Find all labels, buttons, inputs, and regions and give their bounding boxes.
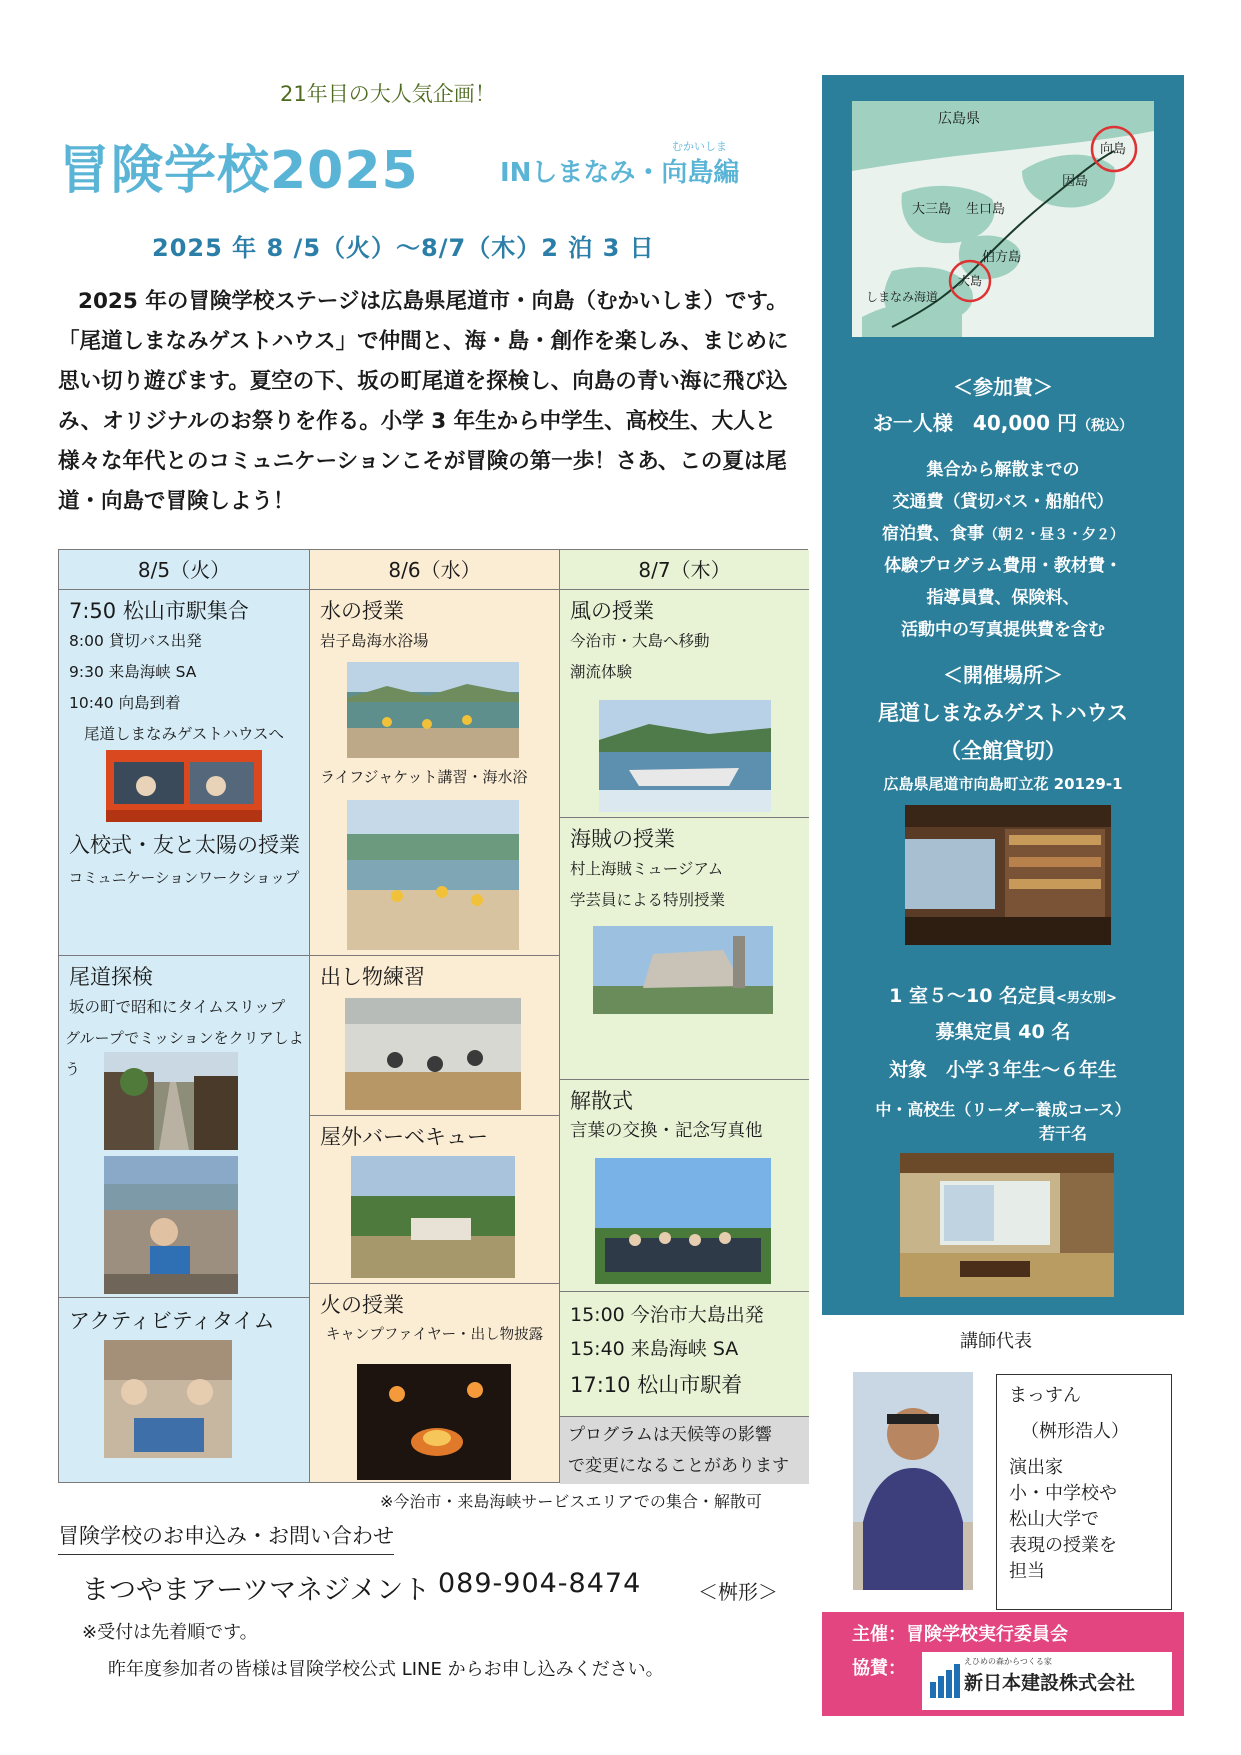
day1-item: コミュニケーションワークショップ: [68, 871, 300, 887]
day1-item: 10:40 向島到着: [69, 694, 181, 712]
contact-phone[interactable]: 089-904-8474: [438, 1568, 642, 1599]
day2-morning-cell: [310, 590, 559, 956]
sponsor-tagline: えひめの森からつくる家: [964, 1657, 1052, 1666]
target-age: 対象 小学３年生～６年生: [888, 1059, 1117, 1081]
day3-sa: 15:40 来島海峡 SA: [570, 1338, 739, 1360]
sponsor-logo: [922, 1652, 1172, 1710]
sponsor-logo-icon: [930, 1664, 960, 1698]
recruit-capacity: 募集定員 40 名: [935, 1021, 1071, 1043]
day2-bbq-cell: [310, 1116, 559, 1284]
line-note: 昨年度参加者の皆様は冒険学校公式 LINE からお申し込みください。: [108, 1659, 664, 1680]
bus-photo: [106, 750, 262, 822]
day1-item: 尾道しまなみゲストハウスへ: [83, 725, 285, 743]
boat-photo: [599, 700, 771, 812]
day1-item: 8:00 貸切バス出発: [69, 632, 202, 650]
lecturer-profile: [996, 1374, 1172, 1610]
museum-photo: [593, 926, 773, 1014]
day1-afternoon-cell: [59, 956, 309, 1298]
bbq-photo: [351, 1156, 515, 1278]
fee-heading: ＜参加費＞: [953, 375, 1053, 399]
fee-detail: 指導員費、保険料、: [926, 588, 1080, 608]
day3-item: 今治市・大島へ移動: [570, 632, 710, 650]
venue-heading: ＜開催場所＞: [943, 663, 1063, 687]
map-label: 因島: [1062, 174, 1089, 189]
day2-bbq-title: 屋外バーベキュー: [320, 1125, 488, 1149]
fee-meals: （朝２・昼３・夕２）: [984, 527, 1124, 543]
lecturer-photo: [853, 1372, 973, 1590]
day3-item: 言葉の交換・記念写真他: [570, 1121, 763, 1141]
fee-price: [822, 407, 1184, 436]
info-panel: [822, 75, 1184, 1315]
day1-explore-title: 尾道探検: [69, 965, 153, 989]
fee-tax: （税込）: [1077, 418, 1134, 434]
lecturer-desc: 表現の授業を: [1009, 1535, 1117, 1556]
map-label: 大三島: [912, 202, 952, 217]
lecturer-desc: 小・中学校や: [1009, 1483, 1117, 1504]
leader-course: 中・高校生（リーダー養成コース）: [875, 1100, 1131, 1119]
day2-water-title: 水の授業: [320, 599, 404, 623]
map-label: 生口島: [966, 202, 1006, 217]
schedule-day3: [559, 550, 809, 1482]
intro-paragraph: 2025 年の冒険学校ステージは広島県尾道市・向島（むかいしま）です。「尾道しまなみゲストハウス」で仲間と、海・島・創作を楽しみ、まじめに思い切り遊びます。夏空の下、坂の町尾道を探検し、向島の青い海に飛び込み、オリジナルのお祭りを作る。小学 3 年生から中学生、高校生、大人と様々な年代とのコミュニケーションこそが冒険の第一歩！さあ、この夏は尾道・向島で冒険しよう！: [58, 289, 789, 514]
day3-item: 潮流体験: [570, 663, 633, 681]
day2-fire-title: 火の授業: [320, 1293, 404, 1317]
slope-town-photo: [104, 1052, 238, 1150]
page-subtitle: INしまなみ・向島編: [500, 158, 740, 188]
day2-practice-cell: [310, 956, 559, 1116]
fee-detail: [822, 519, 1184, 544]
contact-organization: まつやまアーツマネジメント: [82, 1575, 431, 1606]
day3-arrive: 17:10 松山市駅着: [570, 1373, 743, 1397]
note-line: で変更になることがあります: [568, 1456, 789, 1476]
day2-fire-cell: [310, 1284, 559, 1484]
map-label: 広島県: [938, 111, 980, 127]
day1-activity-title: アクティビティタイム: [69, 1309, 275, 1333]
catch-copy: 21年目の大人気企画！: [280, 82, 496, 106]
note-line: プログラムは天候等の影響: [568, 1425, 772, 1445]
organizer: 主催：冒険学校実行委員会: [852, 1624, 1068, 1645]
day3-depart: 15:00 今治市大島出発: [570, 1304, 764, 1326]
map-label: 伯方島: [982, 250, 1022, 265]
room-gender-note: <男女別>: [1056, 991, 1117, 1006]
lecturer-nickname: まっすん: [1009, 1385, 1081, 1406]
day1-item: 9:30 来島海峡 SA: [69, 663, 197, 681]
lecturer-heading: 講師代表: [960, 1331, 1032, 1352]
page-title: 冒険学校2025: [58, 141, 419, 201]
fee-detail: 活動中の写真提供費を含む: [901, 620, 1105, 640]
fee-detail: 体験プログラム費用・教材費・: [884, 556, 1122, 576]
lecturer-name: （桝形浩人）: [1021, 1421, 1129, 1442]
day3-item: 学芸員による特別授業: [570, 891, 726, 909]
cosponsor-label: 協賛：: [852, 1658, 906, 1679]
day2-practice-title: 出し物練習: [320, 965, 425, 989]
day1-header: 8/5（火）: [59, 550, 309, 590]
activity-photo: [104, 1340, 232, 1458]
title-ruby: むかいしま: [672, 140, 727, 153]
map-label: しまなみ海道: [866, 290, 939, 304]
fee-detail: 交通費（貸切バス・船舶代）: [892, 492, 1114, 512]
contact-title: 冒険学校のお申込み・お問い合わせ: [58, 1520, 394, 1555]
lecturer-desc: 松山大学で: [1009, 1509, 1099, 1530]
day2-item: キャンプファイヤー・出し物披露: [325, 1327, 544, 1343]
sponsor-name: 新日本建設株式会社: [964, 1672, 1136, 1694]
day2-item: ライフジャケット講習・海水浴: [320, 768, 528, 786]
day3-closing-title: 解散式: [570, 1089, 633, 1113]
first-come-note: ※受付は先着順です。: [82, 1622, 258, 1643]
day2-header: 8/6（水）: [310, 550, 559, 590]
room-capacity: [822, 981, 1184, 1008]
practice-photo: [345, 998, 521, 1110]
lecturer-desc: 担当: [1009, 1561, 1045, 1582]
lecturer-desc: 演出家: [1009, 1457, 1063, 1478]
map-label: 大島: [958, 274, 983, 288]
meeting-note: ※今治市・来島海峡サービスエリアでの集合・解散可: [380, 1492, 762, 1511]
day1-evening-cell: [59, 1298, 309, 1484]
day3-closing-cell: [560, 1080, 809, 1292]
venue-address: 広島県尾道市向島町立花 20129-1: [883, 775, 1123, 793]
area-map: [852, 101, 1154, 337]
day3-morning-cell: [560, 590, 809, 818]
life-jacket-photo: [347, 800, 519, 950]
sponsor-bar: [822, 1612, 1184, 1716]
fee-detail: 集合から解散までの: [926, 460, 1080, 480]
schedule-day1: [59, 550, 309, 1482]
fee-detail-text: 宿泊費、食事: [882, 524, 984, 544]
leader-count: 若干名: [1038, 1124, 1087, 1143]
map-label: 向島: [1100, 142, 1127, 157]
fee-amount: お一人様 40,000 円: [872, 411, 1078, 435]
day1-item: グループでミッションをクリアしよう: [65, 1029, 304, 1078]
contact-person: ＜桝形＞: [698, 1580, 778, 1604]
onomichi-view-photo: [104, 1156, 238, 1294]
campfire-photo: [357, 1364, 511, 1480]
day3-return-cell: [560, 1292, 809, 1484]
day1-ceremony: 入校式・友と太陽の授業: [69, 833, 300, 857]
venue-name: 尾道しまなみゲストハウス: [877, 701, 1129, 725]
day3-pirate-title: 海賊の授業: [570, 827, 675, 851]
day2-item: 岩子島海水浴場: [320, 632, 429, 650]
day1-meet-time: 7:50 松山市駅集合: [69, 599, 249, 623]
day3-item: 村上海賊ミュージアム: [570, 860, 724, 878]
schedule-change-note: [560, 1416, 809, 1484]
day3-pirate-cell: [560, 818, 809, 1080]
room-capacity-text: 1 室５～10 名定員: [889, 985, 1057, 1007]
schedule-table: [58, 549, 808, 1483]
day1-item: 坂の町で昭和にタイムスリップ: [69, 998, 286, 1016]
day3-wind-title: 風の授業: [570, 599, 654, 623]
event-dates: 2025 年 8 /5（火）～8/7（木）2 泊 3 日: [152, 234, 655, 262]
schedule-day2: [309, 550, 559, 1482]
venue-note: （全館貸切）: [940, 739, 1066, 763]
day1-morning-cell: [59, 590, 309, 956]
group-photo: [595, 1158, 771, 1284]
day3-header: 8/7（木）: [560, 550, 809, 590]
beach-photo: [347, 662, 519, 758]
guesthouse-library-photo: [905, 805, 1111, 945]
japanese-room-photo: [900, 1153, 1114, 1297]
